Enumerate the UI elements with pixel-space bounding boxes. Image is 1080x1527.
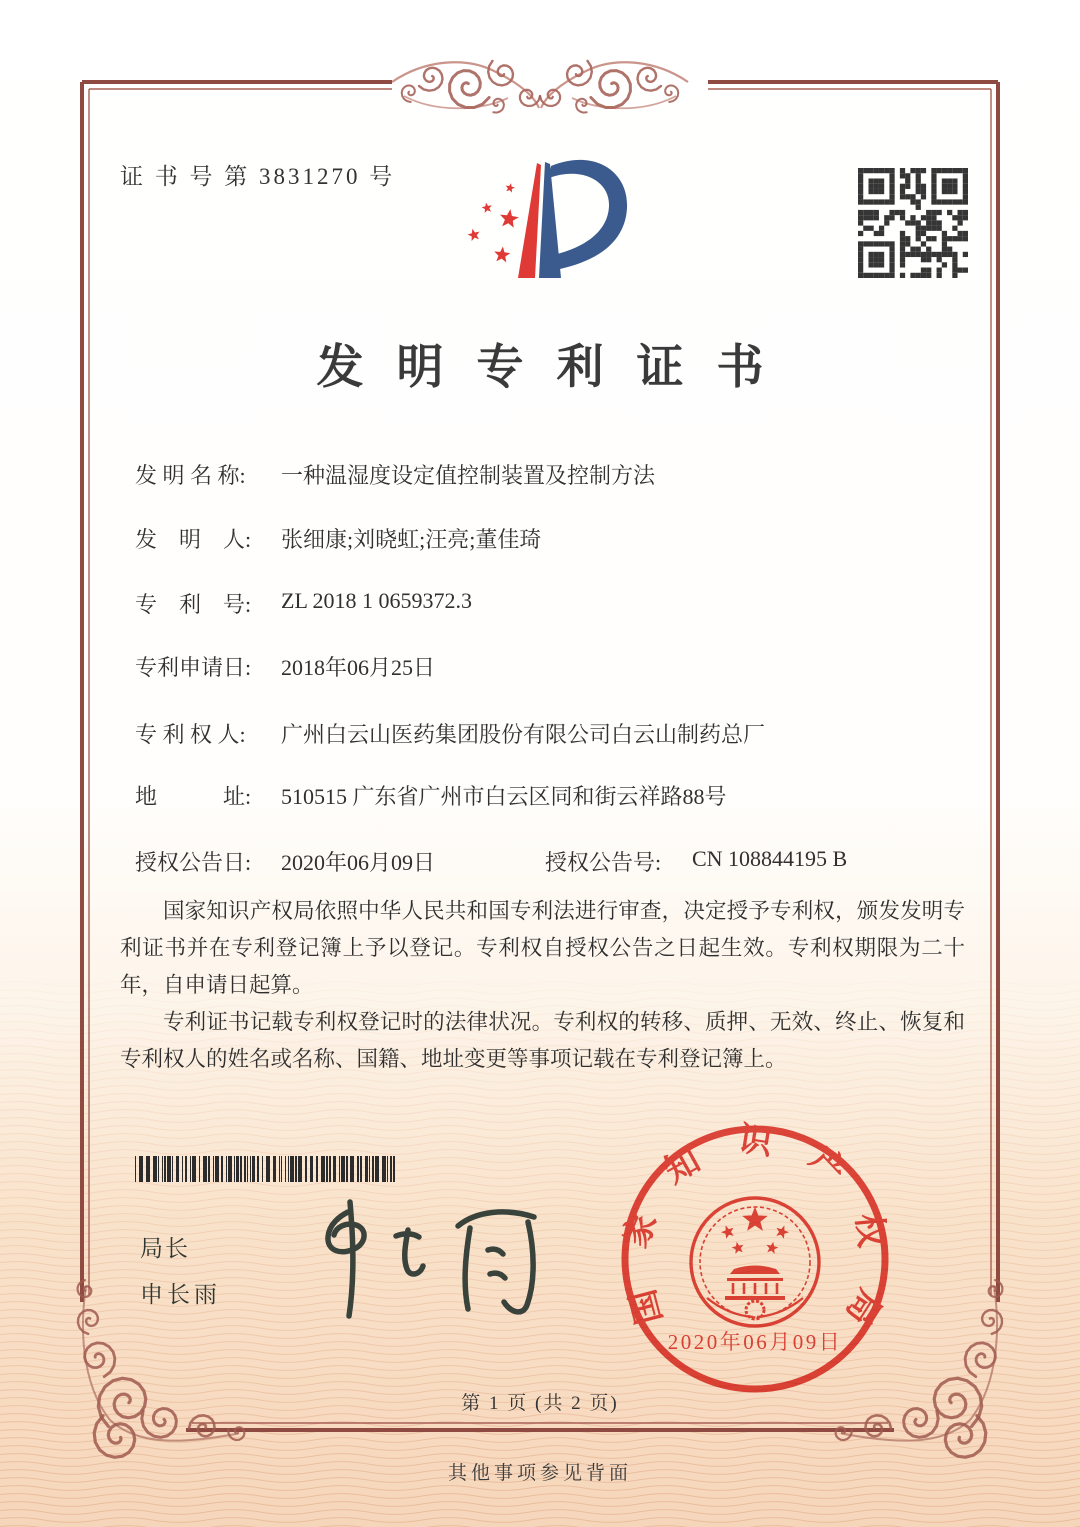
red-official-seal (614, 1118, 896, 1400)
field-label: 授权公告日: (135, 850, 252, 875)
director-title: 局长 (140, 1236, 190, 1261)
top-center-ornament-right (540, 61, 688, 113)
field-label: 发 明 人: (135, 527, 252, 552)
field-label: 专 利 号: (135, 592, 252, 617)
field-label: 地 址: (135, 784, 252, 809)
field-row-address (0, 780, 1080, 810)
field-row-inventors (0, 523, 1080, 553)
field-row-patent-number (0, 588, 1080, 618)
legal-paragraph-1: 国家知识产权局依照中华人民共和国专利法进行审查，决定授予专利权，颁发发明专利证书并在专利登记簿上予以登记。专利权自授权公告之日起生效。专利权期限为二十年，自申请日起算。 (120, 899, 965, 997)
page-number: 第 1 页 (共 2 页) (461, 1393, 619, 1414)
field-value: 2018年06月25日 (281, 655, 436, 680)
field-row-patentee (0, 718, 1080, 748)
national-emblem-icon (691, 1198, 819, 1326)
certificate-number: 证 书 号 第 3831270 号 (120, 164, 396, 189)
director-signature-icon (292, 1196, 552, 1324)
legal-paragraph-2: 专利证书记载专利权登记时的法律状况。专利权的转移、质押、无效、终止、恢复和专利权人的姓名或名称、国籍、地址变更等事项记载在专利登记簿上。 (120, 1010, 965, 1071)
grant-pub-no-label: 授权公告号: (545, 850, 662, 875)
certificate-title: 发明专利证书 (316, 342, 797, 394)
field-row-grant-date (0, 846, 1080, 876)
field-value: 2020年06月09日 (281, 850, 436, 875)
field-value: 张细康;刘晓虹;汪亮;董佳琦 (281, 527, 542, 552)
barcode-icon (135, 1156, 401, 1182)
seal-date: 2020年06月09日 (667, 1330, 843, 1354)
field-value: ZL 2018 1 0659372.3 (281, 588, 473, 613)
field-label: 专 利 权 人: (135, 722, 246, 747)
legal-text-block (120, 893, 965, 1078)
grant-pub-no-value: CN 108844195 B (692, 846, 848, 871)
cnipa-patent-logo-icon (450, 148, 640, 298)
field-value: 广州白云山医药集团股份有限公司白云山制药总厂 (281, 722, 766, 747)
back-side-note: 其他事项参见背面 (447, 1463, 632, 1484)
field-row-filing-date (0, 651, 1080, 681)
top-center-ornament-left (392, 61, 540, 113)
field-label: 发 明 名 称: (135, 463, 246, 488)
field-row-invention-name (0, 459, 1080, 489)
director-name: 申长雨 (140, 1282, 221, 1307)
seal-arc-text: 国家知识产权局 (615, 1120, 893, 1362)
field-value: 一种温湿度设定值控制装置及控制方法 (281, 463, 656, 488)
field-label: 专利申请日: (135, 655, 252, 680)
field-value: 510515 广东省广州市白云区同和街云祥路88号 (281, 784, 727, 809)
qr-code-icon (858, 168, 968, 278)
